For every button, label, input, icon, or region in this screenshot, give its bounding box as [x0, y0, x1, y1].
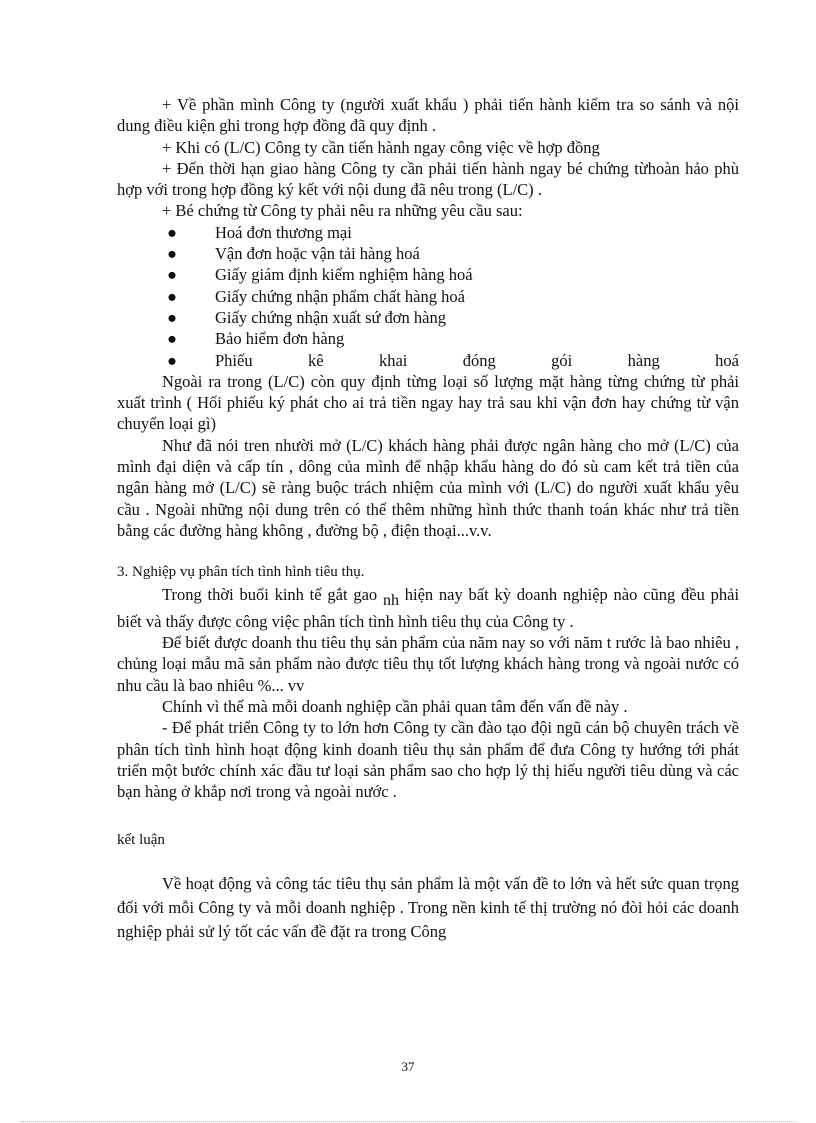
conclusion-title: kết luận: [117, 831, 165, 848]
spacer: [117, 803, 739, 824]
list-item: ● Giấy chứng nhận xuất sứ đơn hàng: [117, 307, 739, 328]
paragraph-lc-received: + Khi có (L/C) Công ty cần tiến hành ngay công việc về hợp đồng: [162, 137, 600, 157]
paragraph-conclusion: Về hoạt động và công tác tiêu thụ sản phẩm là một vấn đề to lớn và hết sức quan trọng đối với mỗi Công ty và mỗi doanh nghiệp . Trong nền kinh tế thị trường nó đòi hỏi các doanh nghiệp phải sử lý tốt các vấn đề đặt ra trong Công: [117, 873, 739, 941]
paragraph-section-intro: Trong thời buổi kinh tế gắt gao $_{nh}$ hiện nay bất kỳ doanh nghiệp nào cũng đều phải biết và thấy được công việc phân tích tình hình tiêu thụ của Công ty .: [117, 584, 740, 631]
bullet-icon: ●: [167, 222, 177, 242]
spacer: [117, 851, 739, 872]
bullet-icon: ●: [167, 307, 177, 327]
subscript-text: nh: [382, 591, 399, 609]
paragraph-development: - Để phát triển Công ty to lớn hơn Công ty cần đào tạo đội ngũ cán bộ chuyên trách về phân tích tình hình hoạt động kinh doanh tiêu thụ sản phẩm để đưa Công ty hướng tới phát triển một bước chính xác đầu tư loại sản phẩm sao cho hợp lý thị hiếu người tiêu dùng và các bạn hàng ở khắp nơi trong và ngoài nước .: [117, 718, 739, 802]
list-item: ● Hoá đơn thương mại: [117, 222, 739, 243]
paragraph-lc-quantities: Ngoài ra trong (L/C) còn quy định từng loại số lượng mặt hàng từng chứng từ phải xuất trình ( Hối phiếu ký phát cho ai trả tiền ngay hay trả sau khi vận đơn hay chứng từ vận chuyển loại gì): [117, 371, 739, 434]
bullet-icon: ●: [167, 244, 177, 264]
list-item: ● Vận đơn hoặc vận tải hàng hoá: [117, 243, 739, 264]
page-border-divider: [20, 1121, 796, 1122]
bullet-icon: ●: [167, 265, 177, 285]
page-number: 37: [401, 1059, 415, 1074]
paragraph-attention: Chính vì thế mà mỗi doanh nghiệp cần phải quan tâm đến vấn đề này .: [162, 697, 628, 717]
list-item: ● Giấy chứng nhận phẩm chất hàng hoá: [117, 286, 739, 307]
paragraph-verify-contract: + Về phần mình Công ty (người xuất khẩu ) phải tiến hành kiểm tra so sánh và nội dung điều kiện ghi trong hợp đồng đã quy định .: [117, 95, 739, 136]
bullet-icon: ●: [167, 329, 177, 349]
list-item-packing-list: ● Phiếu kê khai đóng gói hàng hoá: [117, 350, 739, 371]
spacer: [117, 541, 739, 562]
section-heading: 3. Nghiệp vụ phân tích tình hình tiêu thụ.: [117, 564, 365, 581]
paragraph-document-requirements: + Bé chứng từ Công ty phải nêu ra những yêu cầu sau:: [162, 201, 523, 221]
list-item: ● Bảo hiểm đơn hàng: [117, 328, 739, 349]
required-documents-list: [117, 222, 739, 350]
list-item: ● Giấy giám định kiểm nghiệm hàng hoá: [117, 264, 739, 285]
bullet-icon: ●: [167, 286, 177, 306]
paragraph-lc-opening: Như đã nói tren nhười mở (L/C) khách hàng phải được ngân hàng cho mở (L/C) của mình đại diện và cấp tín , dông của mình để nhập khẩu hàng do đó sù cam kết trả tiền của ngân hàng mở (L/C) sẽ ràng buộc trách nhiệm của mình với (L/C) do người xuất khẩu yêu cầu . Ngoài những nội dung trên có thể thêm những hình thức thanh toán khác như trả tiền bằng các đường hàng không , đường bộ , điện thoại...v.v.: [117, 435, 739, 540]
paragraph-revenue: Để biết được doanh thu tiêu thụ sản phẩm của năm nay so với năm t rước là bao nhiêu , chủng loại mẫu mã sản phẩm nào được tiêu thụ tốt lượng khách hàng trong và ngoài nước có nhu cầu là bao nhiêu %... vv: [117, 633, 739, 695]
paragraph-delivery-time: + Đến thời hạn giao hàng Công ty cần phải tiến hành ngay bé chứng từhoàn hảo phù hợp với trong hợp đồng ký kết với nội dung đã nêu trong (L/C) .: [117, 158, 739, 200]
page-content: [117, 94, 739, 944]
bullet-icon: ●: [167, 350, 177, 370]
